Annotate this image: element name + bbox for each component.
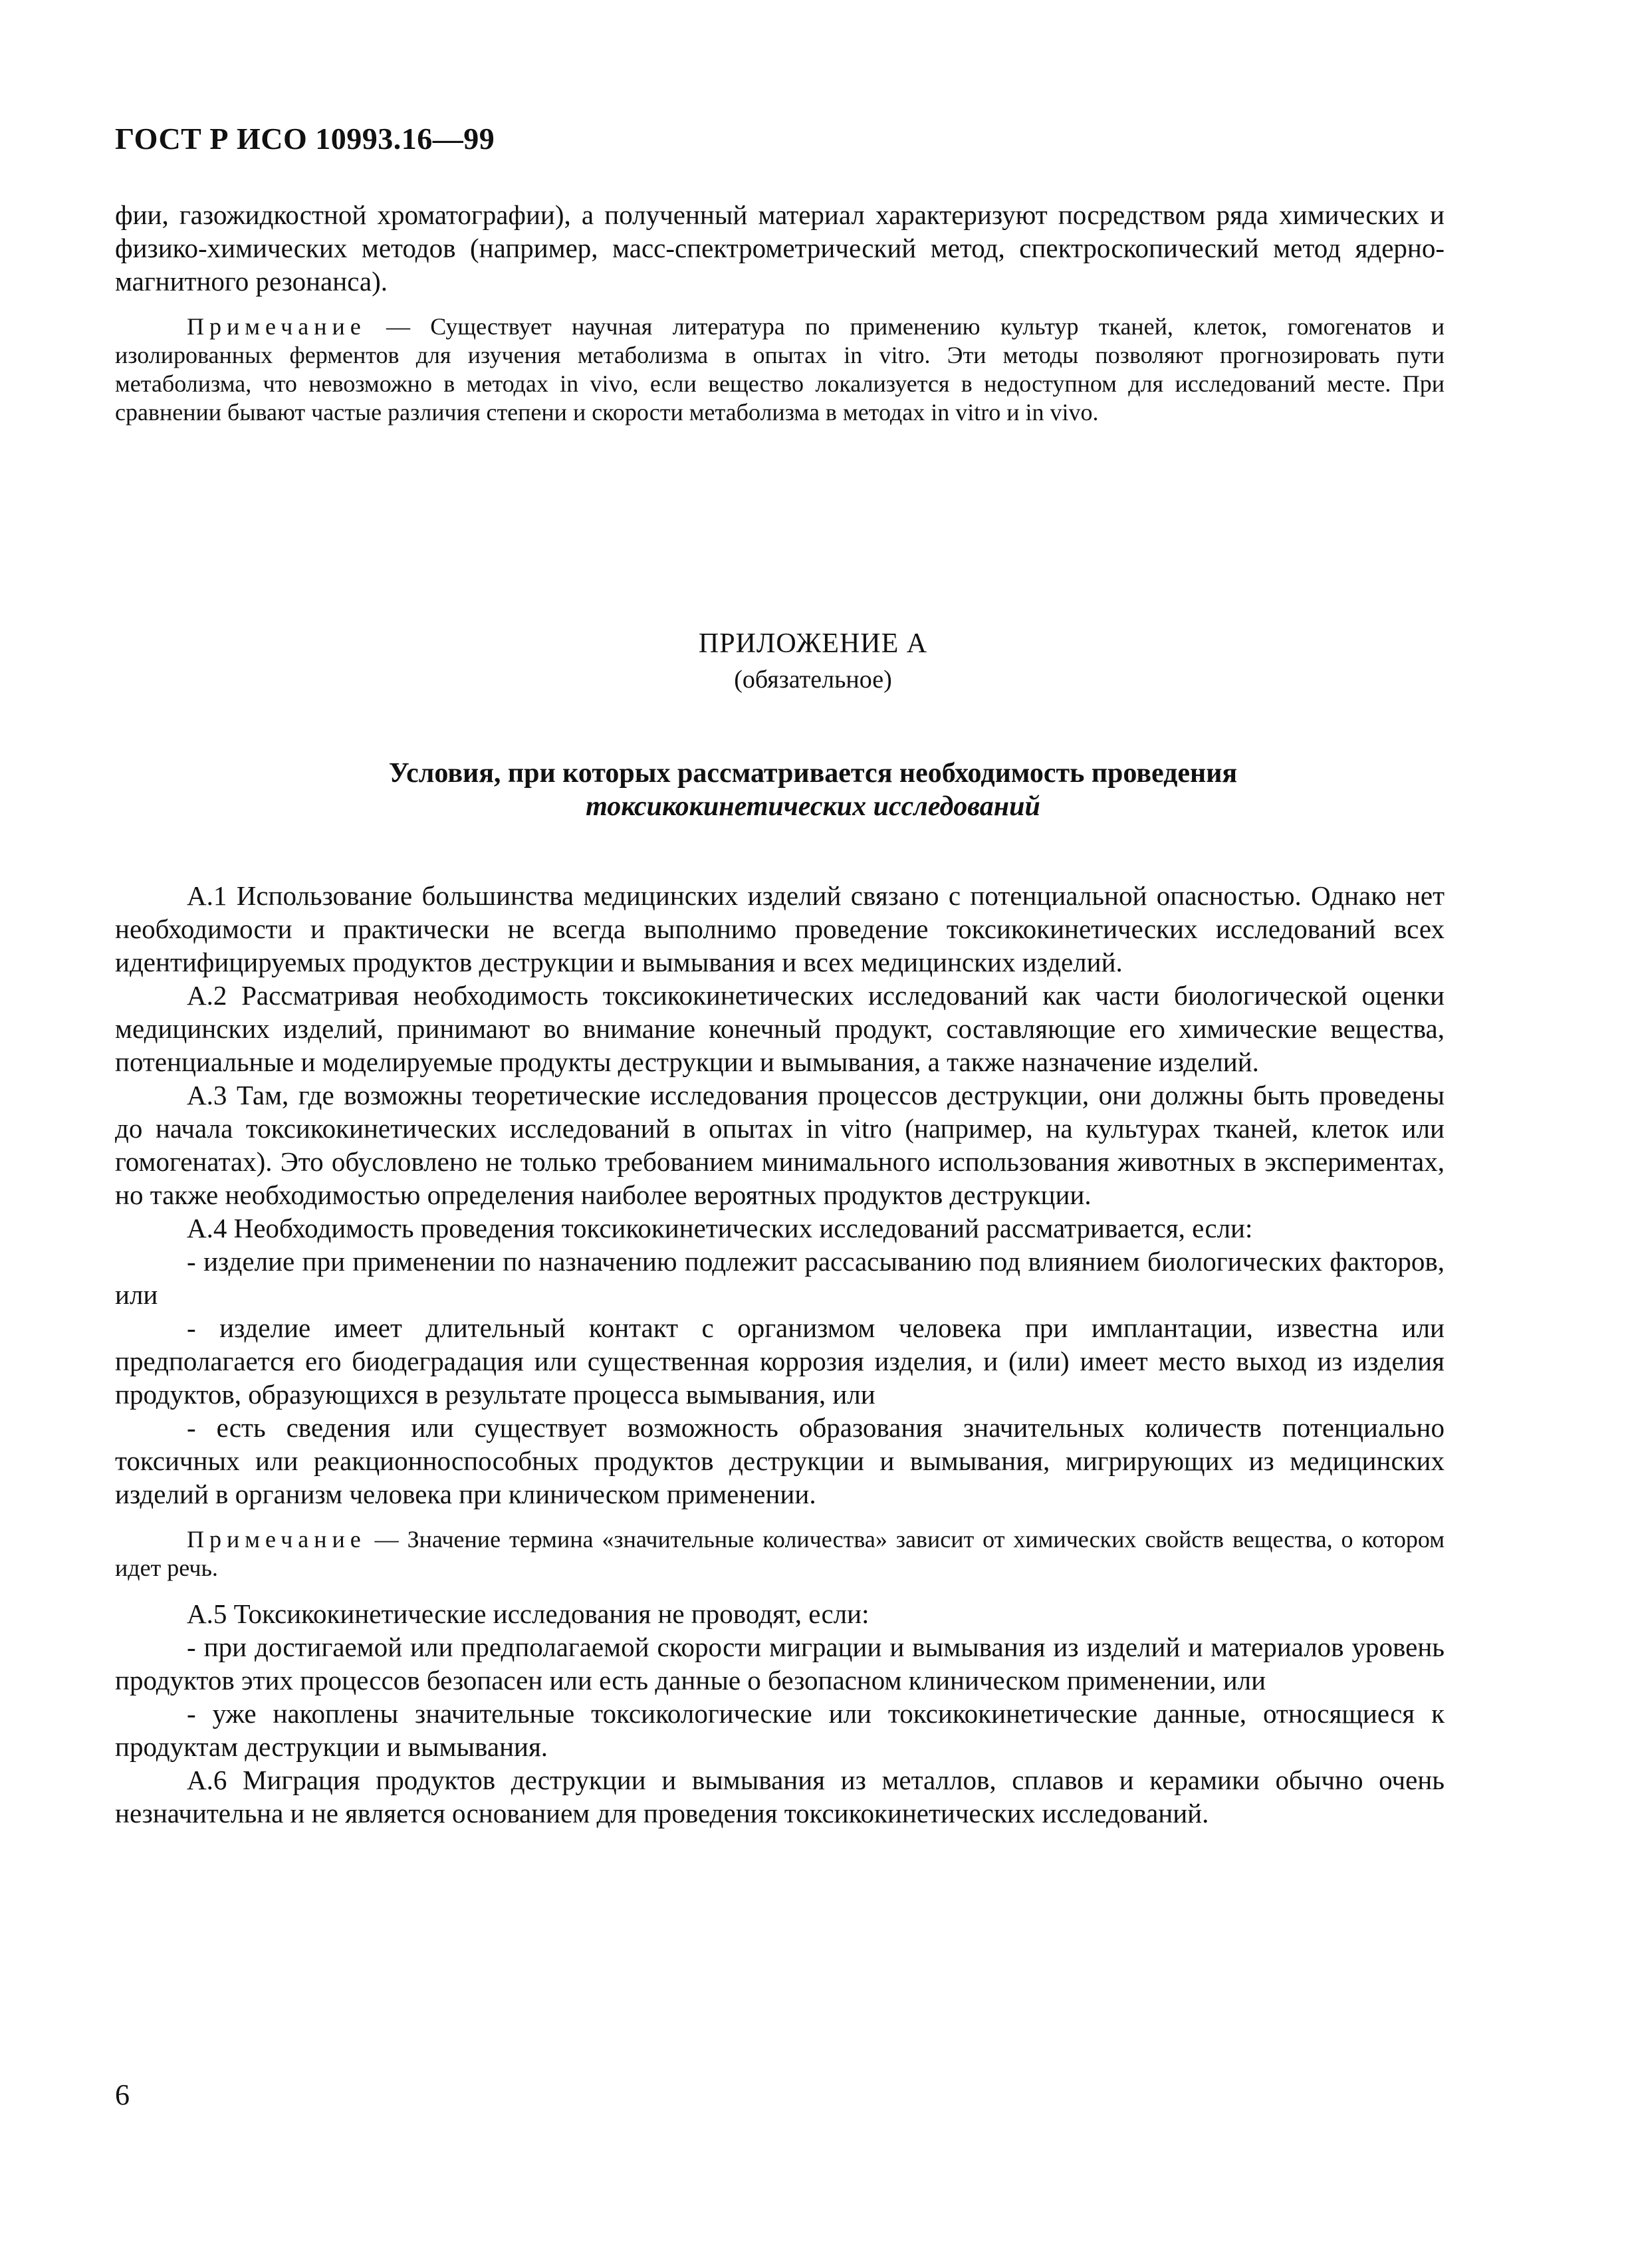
clause-a6: А.6 Миграция продуктов деструкции и вымывания из металлов, сплавов и керамики обычно очень незначительна и не является основанием для проведения токсикокинетических исследований. (115, 1765, 1445, 1828)
clause-a4-item: - изделие при применении по назначению подлежит рассасыванию под влиянием биологических факторов, или (115, 1246, 1445, 1310)
appendix-subtitle: (обязательное) (734, 666, 892, 693)
appendix-title: ПРИЛОЖЕНИЕ А (698, 628, 928, 659)
note-label: Примечание (187, 313, 366, 340)
appendix-body (115, 879, 1445, 1830)
clause-a1: А.1 Использование большинства медицинских изделий связано с потенциальной опасностью. Однако нет необходимости и практически не всегда выполнимо проведение токсикокинетических исследований всех идентифицируемых продуктов деструкции и вымывания и всех медицинских изделий. (115, 880, 1445, 977)
note-paragraph (115, 313, 1445, 427)
note-paragraph-2 (115, 1525, 1445, 1582)
appendix-heading-line2: токсикокинетических исследований (586, 791, 1040, 822)
clause-a3: А.3 Там, где возможны теоретические исследования процессов деструкции, они должны быть проведены до начала токсикокинетических исследований в опытах in vitro (например, на культурах тканей, клеток или гомогенатах). Это обусловлено не только требованием минимального использования животных в экспериментах, но также необходимостью определения наиболее вероятных продуктов деструкции. (115, 1080, 1445, 1210)
note-text: — Существует научная литература по применению культур тканей, клеток, гомогенатов и изолированных ферментов для изучения метаболизма в опытах in vitro. Эти методы позволяют прогнозировать пути метаболизма, что невозможно в методах in vivo, если вещество локализуется в недоступном для исследований месте. При сравнении бывают частые различия степени и скорости метаболизма в методах in vitro и in vivo. (115, 313, 1445, 426)
intro-block (115, 198, 1445, 427)
clause-a5-item: - при достигаемой или предполагаемой скорости миграции и вымывания из изделий и материалов уровень продуктов этих процессов безопасен или есть данные о безопасном клиническом применении, или (115, 1632, 1445, 1696)
note-text-2: — Значение термина «значительные количества» зависит от химических свойств вещества, о котором идет речь. (115, 1526, 1445, 1581)
note-label-2: Примечание (187, 1526, 366, 1553)
clause-a4-item: - изделие имеет длительный контакт с организмом человека при имплантации, известна или предполагается его биодеградация или существенная коррозия изделия, и (или) имеет место выход из изделия продуктов, образующихся в результате процесса вымывания, или (115, 1313, 1445, 1410)
appendix-heading-line1: Условия, при которых рассматривается необходимость проведения (388, 758, 1238, 789)
clause-a5: А.5 Токсикокинетические исследования не проводят, если: (187, 1598, 870, 1629)
appendix-heading (0, 757, 1626, 823)
clause-a2: А.2 Рассматривая необходимость токсикокинетических исследований как части биологической оценки медицинских изделий, принимают во внимание конечный продукт, составляющие его химические вещества, потенциальные и моделируемые продукты деструкции и вымывания, а также назначение изделий. (115, 980, 1445, 1077)
page-number: 6 (115, 2079, 130, 2111)
clause-a5-item: - уже накоплены значительные токсикологические или токсикокинетические данные, относящиеся к продуктам деструкции и вымывания. (115, 1698, 1445, 1762)
clause-a4-item: - есть сведения или существует возможность образования значительных количеств потенциально токсичных или реакционноспособных продуктов деструкции и вымывания, мигрирующих из медицинских изделий в организм человека при клиническом применении. (115, 1412, 1445, 1509)
clause-a4: А.4 Необходимость проведения токсикокинетических исследований рассматривается, если: (187, 1213, 1253, 1243)
continuation-paragraph: фии, газожидкостной хроматографии), а полученный материал характеризуют посредством ряда химических и физико-химических методов (например, масс-спектрометрический метод, спектроскопический метод ядерно-магнитного резонанса). (115, 199, 1445, 297)
running-header: ГОСТ Р ИСО 10993.16—99 (115, 122, 495, 156)
